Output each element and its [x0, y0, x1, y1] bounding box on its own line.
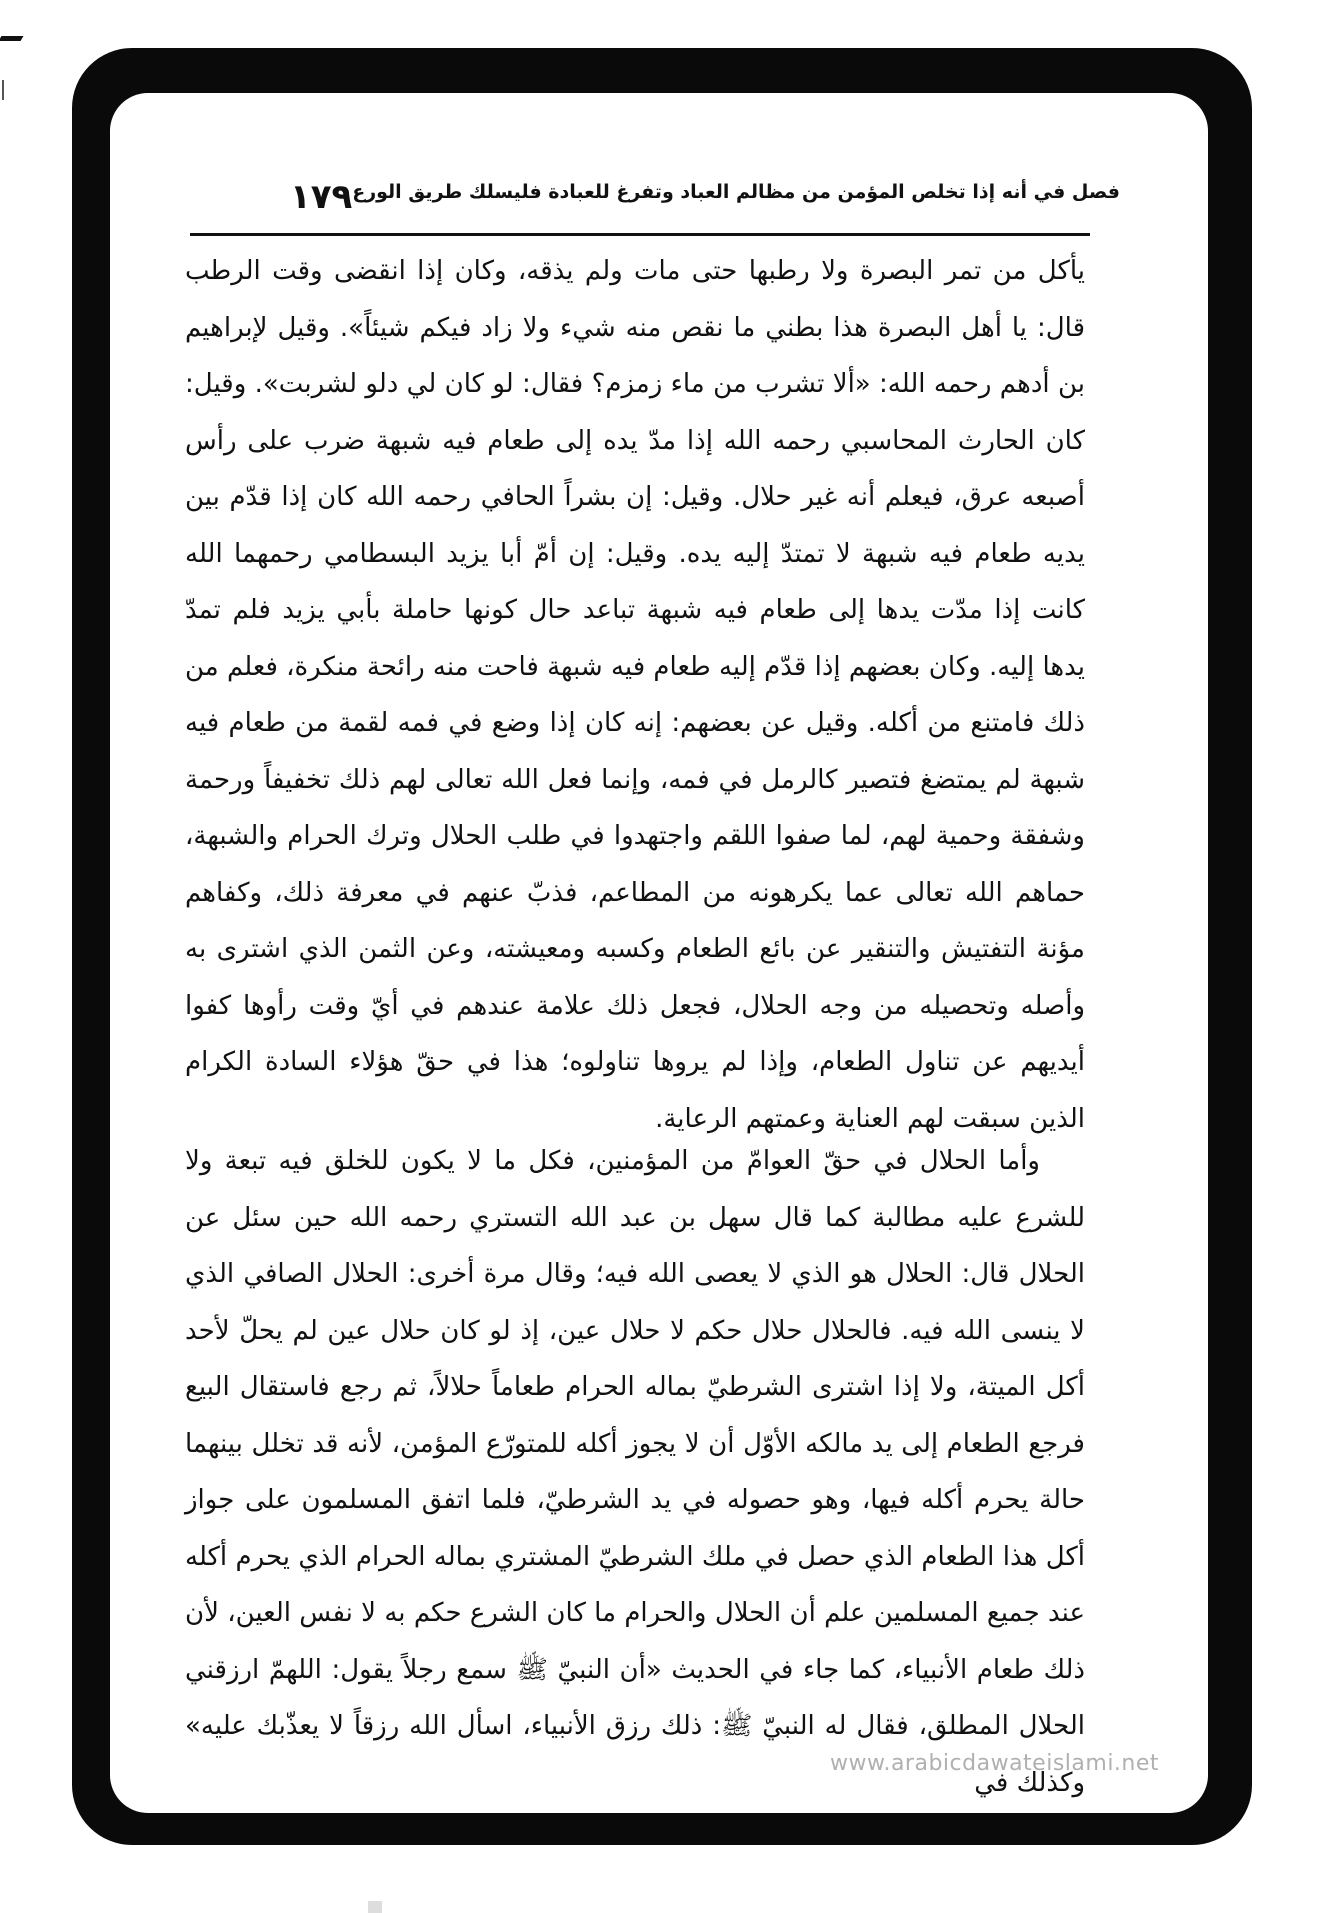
scan-artifact: [2, 80, 4, 100]
header-divider: [190, 233, 1090, 236]
book-page: [110, 93, 1208, 1813]
running-title: فصل في أنه إذا تخلص المؤمن من مظالم العباد وتفرغ للعبادة فليسلك طريق الورع: [352, 181, 1120, 203]
page-number: ١٧٩: [290, 177, 353, 217]
paragraph: يأكل من تمر البصرة ولا رطبها حتى مات ولم يذقه، وكان إذا انقضى وقت الرطب قال: يا أهل البصرة هذا بطني ما نقص منه شيء ولا زاد فيكم شيئاً». وقيل لإبراهيم بن أدهم رحمه الله: «ألا تشرب من ماء زمزم؟ فقال: لو كان لي دلو لشربت». وقيل: كان الحارث المحاسبي رحمه الله إذا مدّ يده إلى طعام فيه شبهة ضرب على رأس أصبعه عرق، فيعلم أنه غير حلال. وقيل: إن بشراً الحافي رحمه الله كان إذا قدّم بين يديه طعام فيه شبهة لا تمتدّ إليه يده. وقيل: إن أمّ أبا يزيد البسطامي رحمهما الله كانت إذا مدّت يدها إلى طعام فيه شبهة تباعد حال كونها حاملة بأبي يزيد فلم تمدّ يدها إليه. وكان بعضهم إذا قدّم إليه طعام فيه شبهة فاحت منه رائحة منكرة، فعلم من ذلك فامتنع من أكله. وقيل عن بعضهم: إنه كان إذا وضع في فمه لقمة من طعام فيه شبهة لم يمتضغ فتصير كالرمل في فمه، وإنما فعل الله تعالى لهم ذلك تخفيفاً ورحمة وشفقة وحمية لهم، لما صفوا اللقم واجتهدوا في طلب الحلال وترك الحرام والشبهة، حماهم الله تعالى عما يكرهونه من المطاعم، فذبّ عنهم في معرفة ذلك، وكفاهم مؤنة التفتيش والتنقير عن بائع الطعام وكسبه ومعيشته، وعن الثمن الذي اشترى به وأصله وتحصيله من وجه الحلال، فجعل ذلك علامة عندهم في أيّ وقت رأوها كفوا أيديهم عن تناول الطعام، وإذا لم يروها تناولوه؛ هذا في حقّ هؤلاء السادة الكرام الذين سبقت لهم العناية وعمتهم الرعاية.: [185, 256, 1085, 1134]
watermark: www.arabicdawateislami.net: [830, 1751, 1160, 1776]
page-header: [210, 171, 1150, 221]
scan-artifact: [0, 36, 23, 41]
paragraph: وأما الحلال في حقّ العوامّ من المؤمنين، فكل ما لا يكون للخلق فيه تبعة ولا للشرع عليه مطالبة كما قال سهل بن عبد الله التستري رحمه الله حين سئل عن الحلال قال: الحلال هو الذي لا يعصى الله فيه؛ وقال مرة أخرى: الحلال الصافي الذي لا ينسى الله فيه. فالحلال حلال حكم لا حلال عين، إذ لو كان حلال عين لم يحلّ لأحد أكل الميتة، ولا إذا اشترى الشرطيّ بماله الحرام طعاماً حلالاً، ثم رجع فاستقال البيع فرجع الطعام إلى يد مالكه الأوّل أن لا يجوز أكله للمتورّع المؤمن، لأنه قد تخلل بينهما حالة يحرم أكله فيها، وهو حصوله في يد الشرطيّ، فلما اتفق المسلمون على جواز أكل هذا الطعام الذي حصل في ملك الشرطيّ المشتري بماله الحرام الذي يحرم أكله عند جميع المسلمين علم أن الحلال والحرام ما كان الشرع حكم به لا نفس العين، لأن ذلك طعام الأنبياء، كما جاء في الحديث «أن النبيّ ﷺ سمع رجلاً يقول: اللهمّ ارزقني الحلال المطلق، فقال له النبيّ ﷺ: ذلك رزق الأنبياء، اسأل الله رزقاً لا يعذّبك عليه» وكذلك في: [185, 1146, 1085, 1798]
